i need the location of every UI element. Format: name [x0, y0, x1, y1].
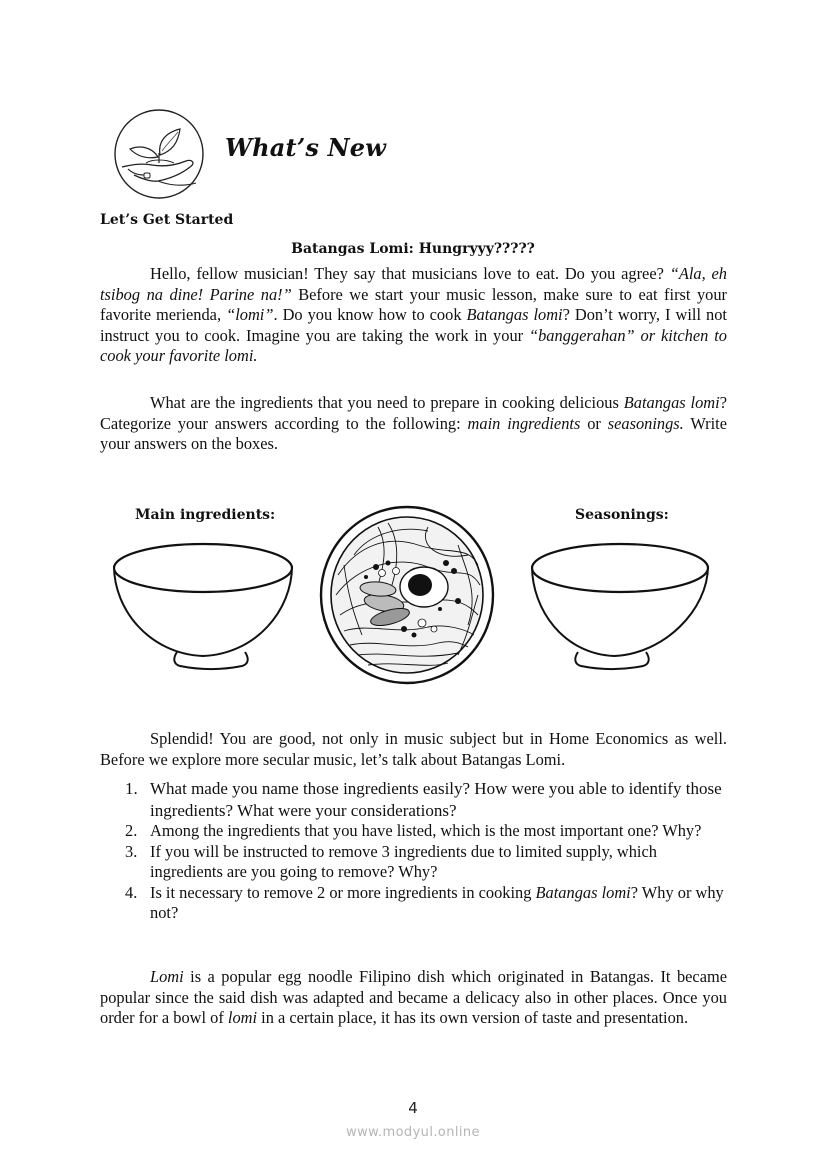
seasonings-label: Seasonings:	[575, 507, 669, 523]
question-item: 4. Is it necessary to remove 2 or more ingredients in cooking Batangas lomi? Why or why not?	[125, 882, 724, 923]
transition-paragraph: Splendid! You are good, not only in music subject but in Home Economics as well. Before we explore more secular music, let’s talk about Batangas Lomi.	[100, 729, 727, 769]
page-number: 4	[408, 1099, 418, 1117]
lomi-description-paragraph: Lomi is a popular egg noodle Filipino dish which originated in Batangas. It became popular since the said dish was adapted and became a delicacy also in other places. Once you order for a bowl of lomi in a certain place, it has its own version of taste and presentation.	[100, 967, 727, 1028]
main-ingredients-bowl[interactable]	[110, 540, 296, 672]
questions-list	[100, 778, 727, 924]
intro-paragraph: Hello, fellow musician! They say that musicians love to eat. Do you agree? “Ala, eh tsibog na dine! Parine na!” Before we start your music lesson, make sure to eat first your favorite merienda, “lomi”. Do you know how to cook Batangas lomi? Don’t worry, I will not instruct you to cook. Imagine you are taking the work in your “banggerahan” or kitchen to cook your favorite lomi.	[100, 264, 728, 366]
seasonings-bowl[interactable]	[528, 540, 714, 672]
question-item: 2. Among the ingredients that you have listed, which is the most important one? Why?	[125, 821, 702, 840]
section-title: What’s New	[225, 133, 387, 162]
seedling-in-hand-icon	[112, 107, 206, 201]
watermark: www.modyul.online	[346, 1125, 480, 1140]
subheading: Let’s Get Started	[100, 212, 234, 228]
question-item: 3. If you will be instructed to remove 3 ingredients due to limited supply, which ingredients are you going to remove? Why?	[125, 841, 657, 882]
main-ingredients-label: Main ingredients:	[135, 507, 276, 523]
lomi-bowl-illustration	[318, 505, 496, 685]
story-title: Batangas Lomi: Hungryyy?????	[291, 241, 535, 257]
question-item: 1. What made you name those ingredients easily? How were you able to identify those ingredients? What were your considerations?	[125, 779, 722, 820]
instructions-paragraph: What are the ingredients that you need to prepare in cooking delicious Batangas lomi? Categorize your answers according to the following: main ingredients or seasonings. Write your answers on the boxes.	[100, 393, 727, 454]
